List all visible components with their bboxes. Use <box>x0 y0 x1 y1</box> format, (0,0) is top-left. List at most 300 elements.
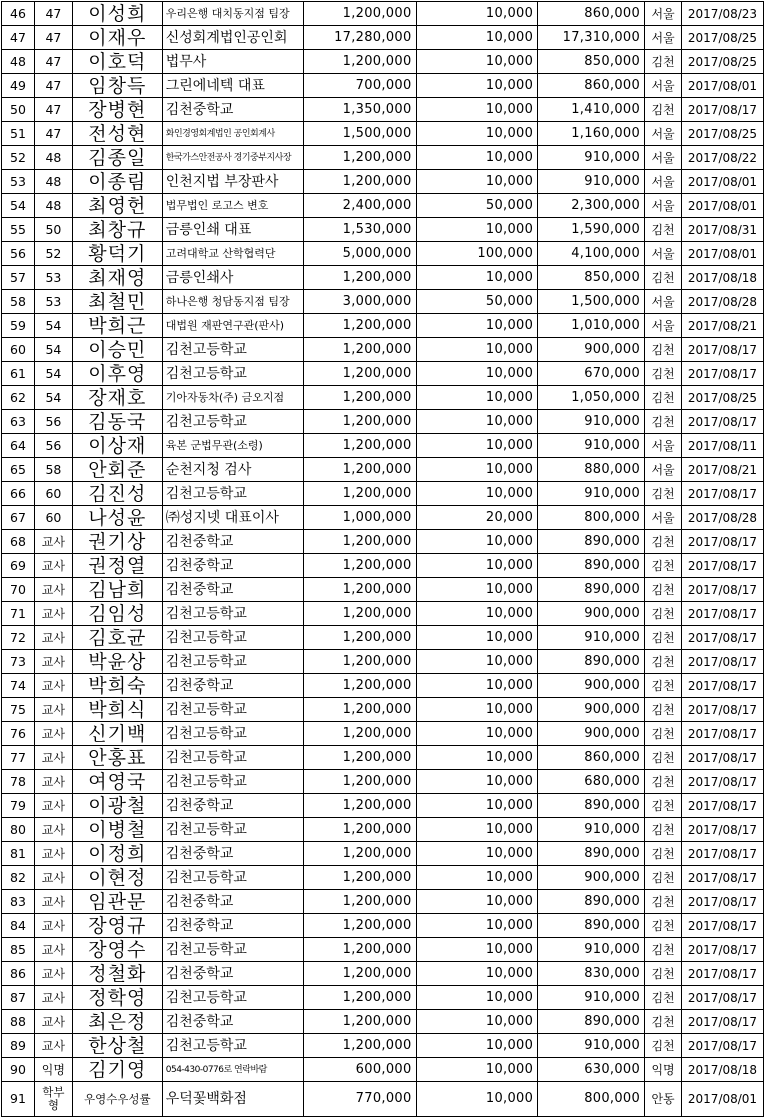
cell-region: 김천 <box>645 746 682 770</box>
cell-net: 860,000 <box>538 74 645 98</box>
cell-name: 황덕기 <box>72 242 162 266</box>
cell-name: 박희근 <box>72 314 162 338</box>
cell-net: 910,000 <box>538 986 645 1010</box>
cell-region: 김천 <box>645 530 682 554</box>
cell-affiliation: 김천고등학교 <box>162 626 303 650</box>
table-row <box>2 602 764 626</box>
cell-fee: 10,000 <box>416 338 538 362</box>
cell-affiliation: 인천지법 부장판사 <box>162 170 303 194</box>
cell-fee: 10,000 <box>416 530 538 554</box>
cell-amount: 1,200,000 <box>303 434 416 458</box>
cell-region: 김천 <box>645 962 682 986</box>
cell-net: 890,000 <box>538 650 645 674</box>
cell-affiliation: 김천중학교 <box>162 578 303 602</box>
cell-net: 900,000 <box>538 674 645 698</box>
table-row <box>2 890 764 914</box>
cell-fee: 10,000 <box>416 698 538 722</box>
cell-name: 최철민 <box>72 290 162 314</box>
cell-net: 900,000 <box>538 866 645 890</box>
cell-fee: 50,000 <box>416 194 538 218</box>
cell-amount: 1,200,000 <box>303 674 416 698</box>
cell-amount: 1,200,000 <box>303 746 416 770</box>
cell-date: 2017/08/17 <box>682 1010 764 1034</box>
cell-affiliation: 우덕꽃백화점 <box>162 1082 303 1117</box>
cell-amount: 1,500,000 <box>303 122 416 146</box>
cell-net: 1,500,000 <box>538 290 645 314</box>
cell-region: 김천 <box>645 266 682 290</box>
cell-affiliation: 김천고등학교 <box>162 746 303 770</box>
cell-affiliation: 화인경영회계법인 공인회계사 <box>162 122 303 146</box>
cell-affiliation: 기아자동차(주) 금오지점 <box>162 386 303 410</box>
cell-grade: 56 <box>34 410 72 434</box>
cell-affiliation: 김천고등학교 <box>162 362 303 386</box>
cell-name: 김임성 <box>72 602 162 626</box>
cell-date: 2017/08/18 <box>682 1058 764 1082</box>
cell-fee: 10,000 <box>416 2 538 26</box>
cell-grade: 교사 <box>34 842 72 866</box>
cell-no: 46 <box>2 2 35 26</box>
table-row <box>2 482 764 506</box>
cell-name: 신기백 <box>72 722 162 746</box>
cell-fee: 10,000 <box>416 314 538 338</box>
cell-affiliation: 김천중학교 <box>162 794 303 818</box>
cell-region: 서울 <box>645 242 682 266</box>
cell-region: 김천 <box>645 98 682 122</box>
cell-region: 서울 <box>645 458 682 482</box>
cell-net: 910,000 <box>538 170 645 194</box>
cell-no: 91 <box>2 1082 35 1117</box>
cell-net: 890,000 <box>538 578 645 602</box>
table-row <box>2 914 764 938</box>
cell-name: 이병철 <box>72 818 162 842</box>
table-row <box>2 458 764 482</box>
cell-amount: 1,000,000 <box>303 506 416 530</box>
cell-amount: 1,200,000 <box>303 818 416 842</box>
cell-region: 김천 <box>645 1010 682 1034</box>
table-row <box>2 290 764 314</box>
cell-grade: 교사 <box>34 674 72 698</box>
cell-fee: 10,000 <box>416 122 538 146</box>
cell-name: 우영수우성률 <box>72 1082 162 1117</box>
table-row <box>2 314 764 338</box>
cell-region: 서울 <box>645 122 682 146</box>
cell-region: 서울 <box>645 74 682 98</box>
cell-region: 김천 <box>645 50 682 74</box>
table-row <box>2 938 764 962</box>
cell-no: 49 <box>2 74 35 98</box>
cell-net: 1,410,000 <box>538 98 645 122</box>
table-row <box>2 26 764 50</box>
cell-region: 김천 <box>645 362 682 386</box>
cell-no: 70 <box>2 578 35 602</box>
cell-region: 김천 <box>645 218 682 242</box>
table-row <box>2 362 764 386</box>
cell-region: 김천 <box>645 842 682 866</box>
cell-no: 71 <box>2 602 35 626</box>
cell-name: 김진성 <box>72 482 162 506</box>
cell-grade: 교사 <box>34 698 72 722</box>
cell-amount: 1,200,000 <box>303 530 416 554</box>
cell-name: 이후영 <box>72 362 162 386</box>
cell-no: 60 <box>2 338 35 362</box>
cell-name: 임창득 <box>72 74 162 98</box>
cell-grade: 48 <box>34 170 72 194</box>
cell-name: 장영규 <box>72 914 162 938</box>
cell-grade: 47 <box>34 2 72 26</box>
cell-region: 김천 <box>645 938 682 962</box>
cell-net: 890,000 <box>538 890 645 914</box>
cell-net: 680,000 <box>538 770 645 794</box>
cell-fee: 10,000 <box>416 674 538 698</box>
cell-affiliation: 법무사 <box>162 50 303 74</box>
cell-fee: 10,000 <box>416 386 538 410</box>
cell-affiliation: 김천중학교 <box>162 554 303 578</box>
cell-name: 박희숙 <box>72 674 162 698</box>
cell-amount: 1,200,000 <box>303 770 416 794</box>
cell-no: 77 <box>2 746 35 770</box>
cell-region: 김천 <box>645 626 682 650</box>
cell-date: 2017/08/17 <box>682 1034 764 1058</box>
table-row <box>2 410 764 434</box>
cell-date: 2017/08/17 <box>682 626 764 650</box>
cell-name: 안회준 <box>72 458 162 482</box>
table-row <box>2 746 764 770</box>
cell-name: 전성현 <box>72 122 162 146</box>
cell-affiliation: 하나은행 청담동지점 팀장 <box>162 290 303 314</box>
cell-amount: 3,000,000 <box>303 290 416 314</box>
cell-name: 이정희 <box>72 842 162 866</box>
table-row <box>2 122 764 146</box>
table-row <box>2 770 764 794</box>
cell-region: 김천 <box>645 674 682 698</box>
cell-region: 김천 <box>645 698 682 722</box>
cell-date: 2017/08/17 <box>682 914 764 938</box>
cell-amount: 1,200,000 <box>303 146 416 170</box>
cell-affiliation: 김천고등학교 <box>162 722 303 746</box>
table-row <box>2 866 764 890</box>
cell-net: 860,000 <box>538 2 645 26</box>
cell-affiliation: 김천고등학교 <box>162 818 303 842</box>
cell-no: 74 <box>2 674 35 698</box>
cell-affiliation: 김천중학교 <box>162 890 303 914</box>
cell-no: 79 <box>2 794 35 818</box>
cell-fee: 10,000 <box>416 770 538 794</box>
cell-affiliation: 김천중학교 <box>162 530 303 554</box>
cell-date: 2017/08/21 <box>682 314 764 338</box>
cell-affiliation: 김천중학교 <box>162 1010 303 1034</box>
cell-net: 850,000 <box>538 50 645 74</box>
cell-net: 900,000 <box>538 698 645 722</box>
cell-date: 2017/08/17 <box>682 338 764 362</box>
cell-amount: 1,200,000 <box>303 266 416 290</box>
cell-no: 81 <box>2 842 35 866</box>
cell-name: 여영국 <box>72 770 162 794</box>
cell-fee: 10,000 <box>416 170 538 194</box>
cell-fee: 50,000 <box>416 290 538 314</box>
cell-affiliation: 신성회계법인공인회 <box>162 26 303 50</box>
cell-amount: 1,200,000 <box>303 170 416 194</box>
cell-fee: 10,000 <box>416 410 538 434</box>
cell-net: 17,310,000 <box>538 26 645 50</box>
cell-no: 57 <box>2 266 35 290</box>
cell-region: 서울 <box>645 314 682 338</box>
cell-date: 2017/08/17 <box>682 698 764 722</box>
cell-name: 이승민 <box>72 338 162 362</box>
cell-affiliation: ㈜성지넷 대표이사 <box>162 506 303 530</box>
cell-region: 김천 <box>645 770 682 794</box>
cell-net: 900,000 <box>538 338 645 362</box>
cell-no: 50 <box>2 98 35 122</box>
cell-fee: 10,000 <box>416 962 538 986</box>
cell-grade: 교사 <box>34 578 72 602</box>
cell-affiliation: 대법원 재판연구관(판사) <box>162 314 303 338</box>
table-row <box>2 338 764 362</box>
cell-date: 2017/08/17 <box>682 410 764 434</box>
cell-amount: 1,200,000 <box>303 314 416 338</box>
cell-affiliation: 금릉인쇄사 <box>162 266 303 290</box>
cell-grade: 교사 <box>34 530 72 554</box>
cell-no: 59 <box>2 314 35 338</box>
cell-region: 서울 <box>645 506 682 530</box>
cell-net: 900,000 <box>538 602 645 626</box>
cell-no: 85 <box>2 938 35 962</box>
cell-no: 84 <box>2 914 35 938</box>
cell-date: 2017/08/25 <box>682 386 764 410</box>
cell-amount: 1,200,000 <box>303 938 416 962</box>
cell-date: 2017/08/17 <box>682 890 764 914</box>
table-row <box>2 1010 764 1034</box>
cell-no: 87 <box>2 986 35 1010</box>
cell-region: 김천 <box>645 1034 682 1058</box>
cell-amount: 1,200,000 <box>303 1010 416 1034</box>
cell-affiliation: 김천중학교 <box>162 842 303 866</box>
cell-fee: 10,000 <box>416 458 538 482</box>
cell-region: 김천 <box>645 914 682 938</box>
cell-amount: 1,200,000 <box>303 362 416 386</box>
cell-net: 890,000 <box>538 1010 645 1034</box>
cell-no: 58 <box>2 290 35 314</box>
cell-region: 김천 <box>645 866 682 890</box>
table-row <box>2 266 764 290</box>
cell-affiliation: 김천고등학교 <box>162 1034 303 1058</box>
cell-region: 김천 <box>645 890 682 914</box>
cell-net: 910,000 <box>538 146 645 170</box>
cell-region: 서울 <box>645 434 682 458</box>
cell-grade: 교사 <box>34 890 72 914</box>
cell-name: 최영헌 <box>72 194 162 218</box>
cell-grade: 교사 <box>34 650 72 674</box>
cell-grade: 교사 <box>34 770 72 794</box>
cell-fee: 10,000 <box>416 842 538 866</box>
cell-grade: 60 <box>34 506 72 530</box>
cell-no: 47 <box>2 26 35 50</box>
cell-date: 2017/08/01 <box>682 1082 764 1117</box>
cell-fee: 10,000 <box>416 986 538 1010</box>
cell-name: 최재영 <box>72 266 162 290</box>
cell-region: 김천 <box>645 482 682 506</box>
cell-affiliation: 그린에네텍 대표 <box>162 74 303 98</box>
cell-date: 2017/08/21 <box>682 458 764 482</box>
cell-date: 2017/08/17 <box>682 938 764 962</box>
cell-fee: 10,000 <box>416 1082 538 1117</box>
cell-fee: 10,000 <box>416 74 538 98</box>
cell-affiliation: 김천중학교 <box>162 674 303 698</box>
cell-net: 890,000 <box>538 554 645 578</box>
cell-date: 2017/08/25 <box>682 50 764 74</box>
cell-region: 김천 <box>645 554 682 578</box>
table-row <box>2 578 764 602</box>
cell-amount: 1,200,000 <box>303 50 416 74</box>
cell-name: 이호덕 <box>72 50 162 74</box>
cell-amount: 1,200,000 <box>303 410 416 434</box>
table-row <box>2 1034 764 1058</box>
cell-date: 2017/08/17 <box>682 746 764 770</box>
cell-fee: 10,000 <box>416 578 538 602</box>
cell-amount: 5,000,000 <box>303 242 416 266</box>
cell-name: 나성윤 <box>72 506 162 530</box>
cell-grade: 교사 <box>34 554 72 578</box>
cell-net: 890,000 <box>538 914 645 938</box>
table-row <box>2 554 764 578</box>
cell-no: 64 <box>2 434 35 458</box>
cell-date: 2017/08/28 <box>682 506 764 530</box>
table-row <box>2 698 764 722</box>
cell-region: 김천 <box>645 986 682 1010</box>
table-row <box>2 986 764 1010</box>
table-body <box>2 2 764 1117</box>
cell-amount: 700,000 <box>303 74 416 98</box>
cell-name: 장영수 <box>72 938 162 962</box>
cell-affiliation: 김천고등학교 <box>162 482 303 506</box>
cell-affiliation: 우리은행 대치동지점 팀장 <box>162 2 303 26</box>
cell-name: 김남희 <box>72 578 162 602</box>
cell-amount: 1,200,000 <box>303 914 416 938</box>
table-row <box>2 530 764 554</box>
cell-grade: 교사 <box>34 626 72 650</box>
cell-date: 2017/08/17 <box>682 842 764 866</box>
cell-net: 860,000 <box>538 746 645 770</box>
cell-no: 55 <box>2 218 35 242</box>
cell-date: 2017/08/22 <box>682 146 764 170</box>
cell-amount: 1,200,000 <box>303 1034 416 1058</box>
cell-affiliation: 김천고등학교 <box>162 410 303 434</box>
cell-name: 김호균 <box>72 626 162 650</box>
table-row <box>2 74 764 98</box>
cell-grade: 교사 <box>34 914 72 938</box>
cell-no: 76 <box>2 722 35 746</box>
cell-date: 2017/08/28 <box>682 290 764 314</box>
cell-no: 65 <box>2 458 35 482</box>
cell-affiliation: 김천고등학교 <box>162 338 303 362</box>
cell-date: 2017/08/17 <box>682 818 764 842</box>
cell-amount: 1,200,000 <box>303 842 416 866</box>
cell-date: 2017/08/17 <box>682 770 764 794</box>
cell-grade: 교사 <box>34 602 72 626</box>
cell-amount: 1,200,000 <box>303 2 416 26</box>
cell-name: 장재호 <box>72 386 162 410</box>
cell-no: 83 <box>2 890 35 914</box>
cell-date: 2017/08/18 <box>682 266 764 290</box>
cell-region: 익명 <box>645 1058 682 1082</box>
cell-net: 800,000 <box>538 1082 645 1117</box>
table-row <box>2 2 764 26</box>
cell-name: 이종림 <box>72 170 162 194</box>
cell-date: 2017/08/25 <box>682 122 764 146</box>
cell-fee: 10,000 <box>416 602 538 626</box>
cell-date: 2017/08/11 <box>682 434 764 458</box>
cell-name: 이상재 <box>72 434 162 458</box>
cell-name: 안홍표 <box>72 746 162 770</box>
cell-amount: 1,200,000 <box>303 986 416 1010</box>
cell-net: 670,000 <box>538 362 645 386</box>
cell-grade: 익명 <box>34 1058 72 1082</box>
cell-fee: 10,000 <box>416 146 538 170</box>
cell-net: 1,050,000 <box>538 386 645 410</box>
cell-amount: 1,200,000 <box>303 386 416 410</box>
cell-name: 박윤상 <box>72 650 162 674</box>
cell-net: 910,000 <box>538 1034 645 1058</box>
cell-name: 권기상 <box>72 530 162 554</box>
cell-name: 이현정 <box>72 866 162 890</box>
cell-affiliation: 054-430-0776로 연락바람 <box>162 1058 303 1082</box>
table-row <box>2 194 764 218</box>
cell-affiliation: 김천고등학교 <box>162 938 303 962</box>
table-row <box>2 962 764 986</box>
cell-name: 김종일 <box>72 146 162 170</box>
cell-no: 52 <box>2 146 35 170</box>
cell-affiliation: 김천고등학교 <box>162 698 303 722</box>
cell-grade: 47 <box>34 74 72 98</box>
cell-name: 이성희 <box>72 2 162 26</box>
cell-name: 한상철 <box>72 1034 162 1058</box>
cell-net: 890,000 <box>538 794 645 818</box>
cell-no: 61 <box>2 362 35 386</box>
cell-no: 73 <box>2 650 35 674</box>
cell-grade: 교사 <box>34 818 72 842</box>
cell-net: 880,000 <box>538 458 645 482</box>
cell-grade: 54 <box>34 314 72 338</box>
cell-no: 69 <box>2 554 35 578</box>
cell-net: 1,010,000 <box>538 314 645 338</box>
cell-region: 김천 <box>645 578 682 602</box>
cell-grade: 60 <box>34 482 72 506</box>
cell-net: 850,000 <box>538 266 645 290</box>
cell-region: 서울 <box>645 290 682 314</box>
cell-date: 2017/08/17 <box>682 530 764 554</box>
cell-net: 910,000 <box>538 434 645 458</box>
cell-affiliation: 김천고등학교 <box>162 986 303 1010</box>
cell-fee: 10,000 <box>416 626 538 650</box>
cell-no: 63 <box>2 410 35 434</box>
cell-fee: 10,000 <box>416 434 538 458</box>
cell-region: 서울 <box>645 170 682 194</box>
cell-name: 정학영 <box>72 986 162 1010</box>
cell-affiliation: 김천고등학교 <box>162 770 303 794</box>
cell-grade: 48 <box>34 146 72 170</box>
cell-no: 86 <box>2 962 35 986</box>
cell-net: 1,160,000 <box>538 122 645 146</box>
cell-grade: 58 <box>34 458 72 482</box>
cell-date: 2017/08/23 <box>682 2 764 26</box>
cell-date: 2017/08/17 <box>682 98 764 122</box>
cell-region: 김천 <box>645 338 682 362</box>
table-row <box>2 1082 764 1117</box>
cell-grade: 교사 <box>34 1034 72 1058</box>
cell-fee: 10,000 <box>416 218 538 242</box>
cell-fee: 10,000 <box>416 362 538 386</box>
donation-table <box>1 1 764 1117</box>
cell-net: 910,000 <box>538 626 645 650</box>
